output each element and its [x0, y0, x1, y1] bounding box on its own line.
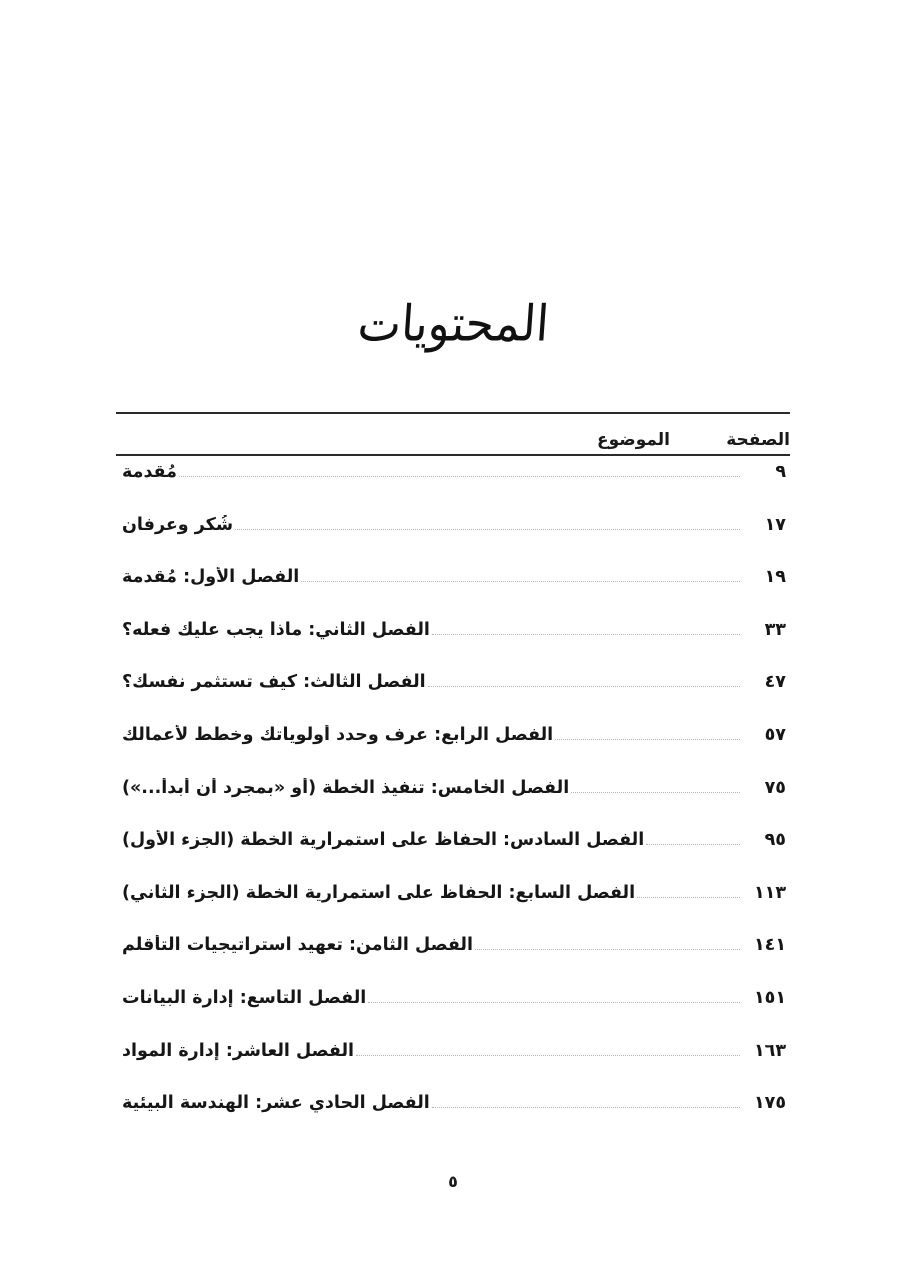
toc-entry-title: الفصل السابع: الحفاظ على استمرارية الخطة (الجزء الثاني): [122, 882, 636, 903]
toc-entry-page-number: ٤٧: [764, 672, 786, 693]
toc-entry-title: الفصل الثالث: كيف تستثمر نفسك؟: [122, 672, 426, 693]
toc-entry-page-number: ٥٧: [764, 724, 786, 745]
toc-entry-row[interactable]: [116, 778, 790, 831]
toc-entry-page-number: ٩٥: [764, 830, 786, 851]
toc-entry-page-number: ١٤١: [753, 935, 786, 956]
table-header-row: [116, 414, 790, 454]
toc-table: [116, 412, 790, 1146]
toc-entry-page-number: ١١٣: [753, 882, 786, 903]
page-title: المحتويات: [355, 293, 551, 353]
toc-entry-title: الفصل الثاني: ماذا يجب عليك فعله؟: [122, 619, 430, 640]
toc-entry-page-number: ٧٥: [764, 777, 786, 798]
page-title-container: [0, 293, 906, 390]
toc-entry-title: الفصل الحادي عشر: الهندسة البيئية: [122, 1093, 430, 1114]
toc-entry-title: الفصل التاسع: إدارة البيانات: [122, 987, 367, 1008]
toc-entry-title: شُكر وعرفان: [122, 514, 234, 535]
toc-leader-dots: [637, 897, 740, 898]
column-header-subject: الموضوع: [597, 430, 670, 450]
toc-entry-title: الفصل الثامن: تعهيد استراتيجيات التأقلم: [122, 935, 473, 956]
toc-leader-dots: [235, 529, 740, 530]
toc-leader-dots: [428, 686, 740, 687]
toc-entry-row[interactable]: [116, 620, 790, 673]
toc-leader-dots: [571, 792, 740, 793]
folio-page-number: ٥: [448, 1172, 458, 1191]
toc-leader-dots: [368, 1002, 740, 1003]
toc-entry-title: الفصل الخامس: تنفيذ الخطة (أو «بمجرد أن أبدأ...»): [122, 777, 570, 798]
toc-entry-page-number: ١٦٣: [753, 1040, 786, 1061]
toc-entry-title: الفصل العاشر: إدارة المواد: [122, 1040, 355, 1061]
toc-leader-dots: [646, 844, 740, 845]
toc-entry-page-number: ٣٣: [764, 619, 786, 640]
toc-leader-dots: [432, 1107, 740, 1108]
toc-entry-page-number: ١٧: [764, 514, 786, 535]
toc-leader-dots: [555, 739, 740, 740]
toc-entry-row[interactable]: [116, 515, 790, 568]
toc-leader-dots: [179, 476, 740, 477]
toc-entry-row[interactable]: [116, 830, 790, 883]
toc-entry-row[interactable]: [116, 567, 790, 620]
toc-entry-list: [116, 456, 790, 1146]
toc-entry-row[interactable]: [116, 725, 790, 778]
toc-entry-page-number: ١٥١: [753, 987, 786, 1008]
toc-entry-title: الفصل الأول: مُقدمة: [122, 567, 300, 588]
toc-entry-row[interactable]: [116, 672, 790, 725]
toc-entry-title: الفصل الرابع: عرف وحدد أولوياتك وخطط لأعمالك: [122, 724, 554, 745]
toc-entry-row[interactable]: [116, 1041, 790, 1094]
toc-entry-row[interactable]: [116, 1093, 790, 1146]
toc-entry-row[interactable]: [116, 935, 790, 988]
toc-entry-title: مُقدمة: [122, 462, 177, 482]
toc-leader-dots: [356, 1055, 740, 1056]
toc-leader-dots: [475, 949, 740, 950]
toc-entry-title: الفصل السادس: الحفاظ على استمرارية الخطة (الجزء الأول): [122, 830, 645, 851]
toc-entry-row[interactable]: [116, 462, 790, 515]
toc-entry-page-number: ٩: [775, 462, 786, 482]
toc-entry-row[interactable]: [116, 883, 790, 936]
column-header-page: الصفحة: [726, 430, 790, 450]
toc-entry-row[interactable]: [116, 988, 790, 1041]
toc-entry-page-number: ١٩: [764, 567, 786, 588]
toc-leader-dots: [432, 634, 740, 635]
toc-entry-page-number: ١٧٥: [753, 1093, 786, 1114]
toc-leader-dots: [301, 581, 740, 582]
